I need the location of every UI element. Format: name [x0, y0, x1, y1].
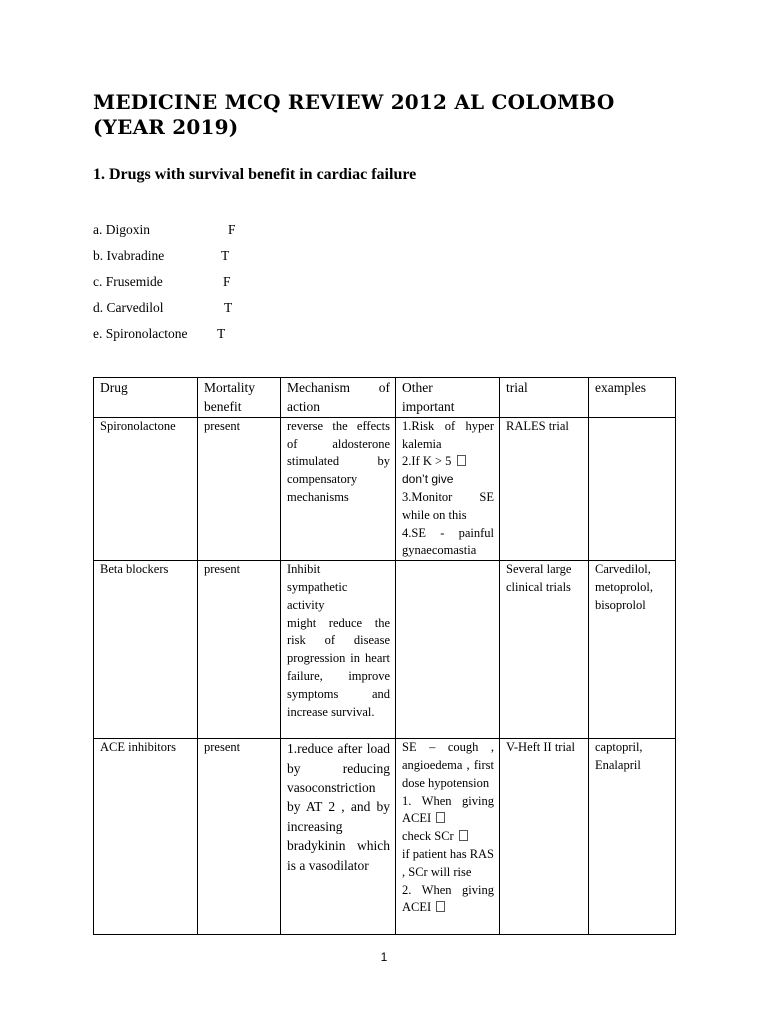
- option-label: d. Carvedilol: [93, 300, 164, 315]
- header-mechanism: Mechanism of action: [281, 378, 396, 418]
- cell-other: SE – cough , angioedema , first dose hypotension 1. When giving ACEI check SCr if patient has RAS , SCr will rise 2. When giving ACEI: [396, 739, 500, 935]
- option-answer: F: [228, 222, 236, 237]
- arrow-symbol-icon: [436, 812, 445, 823]
- cell-examples: captopril, Enalapril: [589, 739, 676, 935]
- option-label: c. Frusemide: [93, 274, 163, 289]
- option-answer: F: [223, 274, 231, 289]
- arrow-symbol-icon: [459, 830, 468, 841]
- cell-examples: [589, 417, 676, 560]
- table-header-row: [94, 378, 676, 418]
- header-drug: Drug: [94, 378, 198, 418]
- header-trial: trial: [500, 378, 589, 418]
- option-d: [93, 299, 393, 325]
- option-b: [93, 247, 393, 273]
- page-number: 1: [380, 950, 388, 964]
- table-row: [94, 561, 676, 739]
- drug-comparison-table: [93, 377, 676, 935]
- arrow-symbol-icon: [457, 455, 466, 466]
- cell-trial: V-Heft II trial: [500, 739, 589, 935]
- header-examples: examples: [589, 378, 676, 418]
- cell-mechanism: Inhibit sympathetic activity might reduce the risk of disease progression in heart failure, improve symptoms and increase survival.: [281, 561, 396, 739]
- cell-trial: Several large clinical trials: [500, 561, 589, 739]
- question-heading: 1. Drugs with survival benefit in cardiac failure: [93, 166, 417, 183]
- cell-other: 1.Risk of hyper kalemia 2.If K > 5 don’t give 3.Monitor SE while on this 4.SE - painful gynaecomastia: [396, 417, 500, 560]
- table-row: [94, 739, 676, 935]
- header-mortality: Mortality benefit: [198, 378, 281, 418]
- cell-mortality: present: [198, 739, 281, 935]
- option-label: a. Digoxin: [93, 222, 150, 237]
- arrow-symbol-icon: [436, 901, 445, 912]
- option-label: e. Spironolactone: [93, 326, 188, 341]
- cell-drug: ACE inhibitors: [94, 739, 198, 935]
- cell-mortality: present: [198, 417, 281, 560]
- answer-options: [93, 221, 393, 351]
- option-answer: T: [224, 300, 233, 315]
- cell-drug: Spironolactone: [94, 417, 198, 560]
- cell-trial: RALES trial: [500, 417, 589, 560]
- cell-examples: Carvedilol, metoprolol, bisoprolol: [589, 561, 676, 739]
- option-c: [93, 273, 393, 299]
- cell-other: [396, 561, 500, 739]
- title-line-1: MEDICINE MCQ REVIEW 2012 AL COLOMBO: [93, 90, 615, 114]
- title-line-2: (YEAR 2019): [93, 115, 239, 139]
- option-label: b. Ivabradine: [93, 248, 165, 263]
- document-title: [93, 90, 693, 140]
- option-a: [93, 221, 393, 247]
- cell-mortality: present: [198, 561, 281, 739]
- option-e: [93, 325, 393, 351]
- cell-mechanism: reverse the effects of aldosterone stimulated by compensatory mechanisms: [281, 417, 396, 560]
- option-answer: T: [217, 326, 226, 341]
- option-answer: T: [221, 248, 230, 263]
- cell-mechanism: 1.reduce after load by reducing vasoconstriction by AT 2 , and by increasing bradykinin which is a vasodilator: [281, 739, 396, 935]
- header-other: Other important: [396, 378, 500, 418]
- table-row: [94, 417, 676, 560]
- cell-drug: Beta blockers: [94, 561, 198, 739]
